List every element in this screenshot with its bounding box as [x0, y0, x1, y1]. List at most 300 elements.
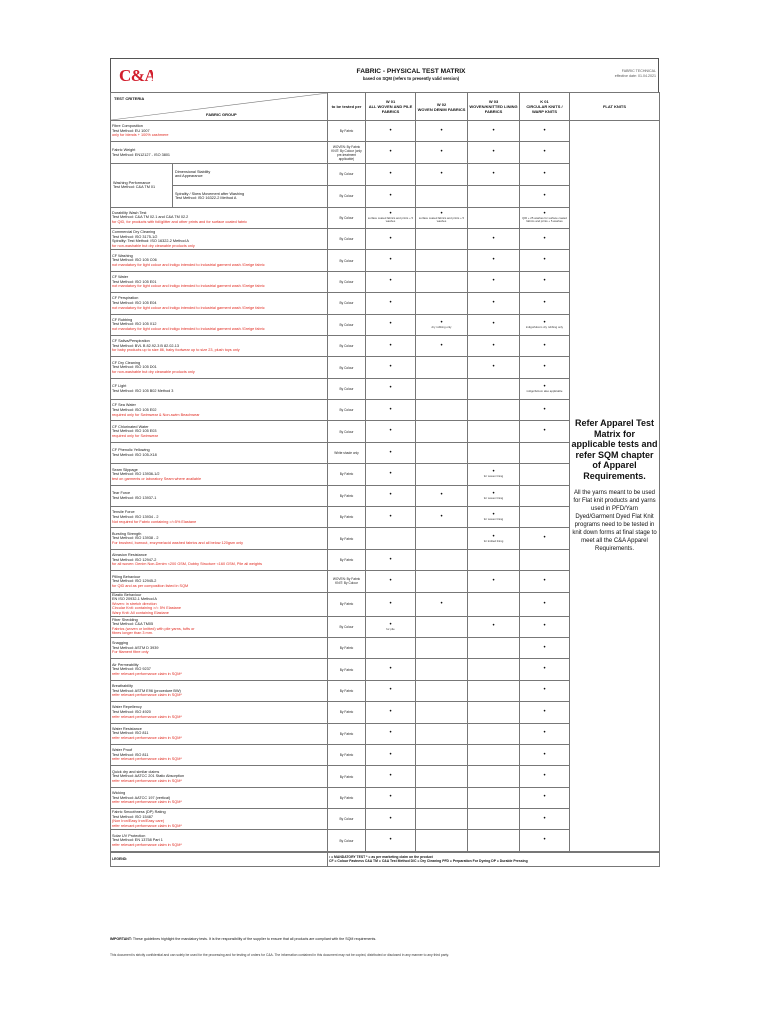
mandatory-cell: [468, 571, 520, 592]
mandatory-cell: [468, 507, 520, 528]
test-criteria-cell: [111, 271, 328, 292]
criteria-line: Test Method: C&A TM05: [112, 622, 154, 627]
tested-per-cell: White shade only: [328, 442, 366, 463]
test-criteria-cell: [111, 592, 328, 616]
tested-per-cell: By Colour: [328, 616, 366, 637]
criteria-line: Solar UV Protection: [112, 833, 146, 838]
mandatory-cell: [468, 442, 520, 463]
mandatory-cell: [366, 421, 416, 442]
mandatory-dot-icon: •: [543, 730, 546, 737]
mandatory-cell: [366, 293, 416, 314]
mandatory-dot-icon: •: [543, 192, 546, 199]
mandatory-cell: [468, 271, 520, 292]
criteria-note: refer relevant performance claim in SQM*: [112, 671, 182, 676]
tested-per-cell: By Fabric: [328, 680, 366, 701]
mandatory-cell: [416, 830, 468, 851]
mandatory-cell: [520, 680, 570, 701]
fabric-group-label: FABRIC GROUP: [206, 112, 237, 117]
criteria-note: required only for Swimwear: [112, 433, 159, 438]
mandatory-cell: [468, 142, 520, 163]
mandatory-cell: [416, 250, 468, 271]
test-criteria-cell: [111, 485, 328, 506]
test-criteria-cell: [111, 571, 328, 592]
mandatory-dot-icon: •: [492, 577, 495, 584]
cell-note: surface coated fabrics and prints + 5 washes: [367, 216, 414, 224]
test-criteria-cell: [111, 314, 328, 335]
test-criteria-cell: [111, 250, 328, 271]
page-subtitle: based on SQM (refers to presently valid version): [362, 76, 460, 81]
mandatory-dot-icon: •: [389, 342, 392, 349]
mandatory-cell: [468, 680, 520, 701]
criteria-note: Not required for Fabric containing >/=5% Elastane: [112, 519, 197, 524]
sub-line: and Appearance: [175, 174, 203, 179]
mandatory-dot-icon: •: [543, 428, 546, 435]
mandatory-dot-icon: •: [389, 751, 392, 758]
mandatory-dot-icon: •: [389, 666, 392, 673]
mandatory-cell: [520, 163, 570, 185]
mandatory-cell: [468, 616, 520, 637]
important-label: IMPORTANT:: [110, 937, 132, 941]
mandatory-cell: [520, 830, 570, 851]
mandatory-dot-icon: •: [543, 644, 546, 651]
mandatory-cell: [416, 680, 468, 701]
mandatory-dot-icon: •: [389, 406, 392, 413]
criteria-line: CF Phenolic Yellowing: [112, 448, 150, 453]
cell-note: surface coated fabrics and prints + 5 washes: [418, 216, 465, 224]
mandatory-dot-icon: •: [389, 385, 392, 392]
mandatory-cell: [366, 507, 416, 528]
mandatory-dot-icon: •: [543, 211, 546, 218]
criteria-line: Spirality: Test Method: ISO 16322-2 Method A: [112, 239, 189, 244]
criteria-line: Bursting Strength: [112, 531, 142, 536]
mandatory-cell: [520, 809, 570, 830]
test-criteria-cell: [111, 549, 328, 570]
tested-per-cell: WOVEN: By Fabric KNIT: By Colour: [328, 571, 366, 592]
criteria-line: CF Light: [112, 384, 127, 389]
mandatory-cell: [416, 442, 468, 463]
tested-per-cell: By Colour: [328, 314, 366, 335]
mandatory-dot-icon: •: [543, 535, 546, 542]
test-criteria-cell: [111, 335, 328, 356]
mandatory-cell: [366, 744, 416, 765]
mandatory-cell: [520, 357, 570, 378]
test-matrix-table: [110, 92, 660, 852]
mandatory-cell: [520, 314, 570, 335]
tested-per-cell: By Fabric: [328, 744, 366, 765]
tested-per-cell: By Colour: [328, 421, 366, 442]
mandatory-dot-icon: •: [492, 170, 495, 177]
tested-per-cell: By Fabric: [328, 787, 366, 808]
tested-per-cell: By Fabric: [328, 507, 366, 528]
mandatory-dot-icon: •: [389, 621, 392, 628]
mandatory-cell: [416, 809, 468, 830]
mandatory-dot-icon: •: [440, 513, 443, 520]
mandatory-cell: [468, 357, 520, 378]
criteria-line: Durability Wash Test: [112, 210, 147, 215]
mandatory-dot-icon: •: [389, 127, 392, 134]
w02-header: W 02 WOVEN DENIM FABRICS: [416, 93, 468, 121]
legend-line-2: CF = Colour Fastness C&A TM = C&A Test Method D/C = Dry Cleaning PFD = Preparation For Dyeing DP = Durable Pressing: [329, 859, 528, 864]
criteria-line: Test Method: ISO 105 B02 Method 3: [112, 388, 174, 393]
criteria-note: for non-washable but dry cleanable products only: [112, 243, 195, 248]
mandatory-dot-icon: •: [389, 257, 392, 264]
mandatory-dot-icon: •: [492, 490, 495, 497]
cell-note: for knitted lining: [483, 538, 504, 543]
mandatory-cell: [468, 378, 520, 399]
mandatory-cell: [416, 378, 468, 399]
mandatory-cell: [468, 228, 520, 249]
document-header: [110, 58, 659, 92]
criteria-line: CF Washing: [112, 253, 133, 258]
criteria-note: only for blends + 100% cashmere: [112, 133, 169, 138]
tested-per-cell: By Colour: [328, 335, 366, 356]
mandatory-cell: [416, 549, 468, 570]
mandatory-cell: [416, 485, 468, 506]
mandatory-dot-icon: •: [389, 470, 392, 477]
test-criteria-cell: [111, 787, 328, 808]
mandatory-dot-icon: •: [492, 321, 495, 328]
mandatory-dot-icon: •: [492, 299, 495, 306]
washing-performance-cell: [111, 163, 328, 207]
mandatory-dot-icon: •: [543, 127, 546, 134]
criteria-note: fibres longer than 3 mm.: [112, 631, 153, 636]
mandatory-cell: [366, 121, 416, 142]
mandatory-dot-icon: •: [492, 623, 495, 630]
test-criteria-cell: [111, 228, 328, 249]
mandatory-cell: [520, 335, 570, 356]
criteria-line: Water Resistance: [112, 726, 142, 731]
criteria-line: Test Method: ISO 105 E02: [112, 407, 157, 412]
tested-per-cell: By Colour: [328, 293, 366, 314]
mandatory-dot-icon: •: [389, 794, 392, 801]
criteria-line: Fibre Composition: [112, 124, 143, 129]
mandatory-cell: [416, 207, 468, 228]
criteria-line: Air Permeability: [112, 662, 139, 667]
mandatory-cell: [416, 659, 468, 680]
mandatory-cell: [416, 421, 468, 442]
mandatory-dot-icon: •: [440, 492, 443, 499]
tested-per-cell: By Fabric: [328, 637, 366, 658]
cell-note: indigo/fulcom dry rubbing only: [525, 324, 564, 329]
criteria-note: refer relevant performance claim in SQM*: [112, 736, 182, 741]
tech-line-2: effective date: 01.04.2021: [614, 74, 656, 78]
mandatory-cell: [468, 485, 520, 506]
criteria-line: Water Proof: [112, 748, 133, 753]
mandatory-cell: [520, 121, 570, 142]
cell-note: QID + 25 washes for surface coated fabrics and prints + 5 washes: [522, 216, 567, 224]
mandatory-dot-icon: •: [389, 299, 392, 306]
cell-note: for woven lining: [483, 517, 504, 522]
mandatory-dot-icon: •: [492, 364, 495, 370]
mandatory-dot-icon: •: [389, 837, 392, 844]
mandatory-cell: [366, 637, 416, 658]
mandatory-cell: [520, 142, 570, 163]
mandatory-cell: [366, 271, 416, 292]
mandatory-cell: [366, 549, 416, 570]
tested-per-header: to be tested per: [328, 93, 366, 121]
mandatory-cell: [366, 485, 416, 506]
mandatory-cell: [366, 335, 416, 356]
mandatory-cell: [366, 723, 416, 744]
k01-header: K 01 CIRCULAR KNITS / WARP KNITS: [520, 93, 570, 121]
mandatory-cell: [468, 830, 520, 851]
sub-line: Spirality / Skew Movement after Washing: [175, 191, 245, 196]
mandatory-cell: [520, 702, 570, 723]
tech-line-1: FABRIC TECHNICAL: [621, 69, 656, 73]
mandatory-dot-icon: •: [389, 364, 392, 370]
mandatory-cell: [366, 464, 416, 485]
mandatory-cell: [366, 809, 416, 830]
cell-note: for pile: [386, 626, 395, 631]
tested-per-cell: By Fabric: [328, 485, 366, 506]
mandatory-cell: [520, 400, 570, 421]
criteria-line: Pilling Behaviour: [112, 574, 141, 579]
mandatory-dot-icon: •: [389, 149, 392, 156]
mandatory-dot-icon: •: [543, 149, 546, 156]
mandatory-cell: [520, 528, 570, 549]
mandatory-dot-icon: •: [543, 600, 546, 607]
tested-per-cell: By Fabric: [328, 592, 366, 616]
important-text: These guidelines highlight the mandatory tests. It is the responsibility of the supplier to ensure that all products are compliant with the SQM requirements.: [132, 937, 377, 941]
criteria-line: Quick dry and similar claims: [112, 769, 160, 774]
mandatory-cell: [416, 163, 468, 185]
mandatory-dot-icon: •: [543, 708, 546, 715]
criteria-line: Test Method: ISO 13937-1: [112, 495, 157, 500]
test-criteria-cell: [111, 744, 328, 765]
criteria-header: [111, 93, 328, 121]
criteria-line: Test Method: ISO 811: [112, 731, 149, 736]
w01-header: W 01 ALL WOVEN AND PILE FABRICS: [366, 93, 416, 121]
criteria-line: Test Method: ASTM D 3939: [112, 645, 159, 650]
criteria-note: Warp Knit: All containing Elastane: [112, 610, 169, 615]
mandatory-cell: [520, 507, 570, 528]
mandatory-dot-icon: •: [543, 751, 546, 758]
tested-per-cell: By Colour: [328, 163, 366, 185]
mandatory-cell: [366, 185, 416, 207]
washing-label: [111, 164, 173, 207]
criteria-line: Test Method: ISO 105 C06: [112, 258, 157, 263]
mandatory-dot-icon: •: [389, 449, 392, 456]
washing-sub-table: [111, 164, 327, 207]
mandatory-dot-icon: •: [389, 556, 392, 563]
criteria-line: Test Method: ISO 15487: [112, 814, 153, 819]
mandatory-cell: [520, 207, 570, 228]
mandatory-dot-icon: •: [389, 170, 392, 177]
criteria-line: Test Method: AATCC 197 (vertical): [112, 795, 171, 800]
criteria-note: (Non Iron/Easy Iron/Easy care): [112, 819, 165, 824]
mandatory-cell: [416, 464, 468, 485]
mandatory-cell: [520, 378, 570, 399]
criteria-note: not mandatory for light colour and indigo intended to industrial garment wash /Greige fabric: [112, 327, 265, 332]
test-criteria-cell: [111, 464, 328, 485]
mandatory-cell: [366, 142, 416, 163]
mandatory-cell: [520, 271, 570, 292]
criteria-line: Test Method: ISO 13934 - 2: [112, 514, 159, 519]
tested-per-cell: By Fabric: [328, 723, 366, 744]
mandatory-cell: [468, 121, 520, 142]
criteria-note: refer relevant performance claim in SQM*: [112, 714, 182, 719]
yarn-testing-note: All the yarns meant to be used for Flat knit products and yarns used in PFD/Yarn Dyed/Garment Dyed Flat Knit programs need to be tested in knit down forms at final stage to meet all the C&A Apparel Requirements.: [572, 490, 657, 553]
criteria-line: Fabric Weight: [112, 147, 136, 152]
mandatory-dot-icon: •: [492, 257, 495, 264]
mandatory-cell: [366, 787, 416, 808]
mandatory-dot-icon: •: [543, 342, 546, 349]
tested-per-cell: By Fabric: [328, 659, 366, 680]
criteria-line: Test Method: ISO 12945-2: [112, 579, 157, 584]
mandatory-dot-icon: •: [543, 319, 546, 326]
criteria-note: not mandatory for light colour and indigo intended to industrial garment wash /Greige fabric: [112, 284, 265, 289]
tested-per-cell: By Fabric: [328, 766, 366, 787]
mandatory-dot-icon: •: [389, 211, 392, 218]
mandatory-cell: [366, 357, 416, 378]
criteria-line: Breathability: [112, 684, 133, 689]
mandatory-cell: [520, 464, 570, 485]
sub-line: Dimensional Stability: [175, 169, 211, 174]
tested-per-cell: By Fabric: [328, 121, 366, 142]
tested-per-cell: By Fabric: [328, 702, 366, 723]
criteria-line: Test Method: AATCC 201 Static Absorption: [112, 774, 185, 779]
mandatory-cell: [416, 400, 468, 421]
test-criteria-cell: [111, 442, 328, 463]
test-criteria-cell: [111, 830, 328, 851]
mandatory-cell: [366, 207, 416, 228]
criteria-line: CF Saliva/Perspiration: [112, 339, 150, 344]
ca-logo-icon: [119, 66, 153, 86]
dimensional-stability: [173, 164, 328, 185]
cell-note: dry rubbing only: [431, 324, 452, 329]
mandatory-cell: [366, 830, 416, 851]
criteria-line: CF Chlorinated Water: [112, 424, 149, 429]
mandatory-cell: [468, 335, 520, 356]
mandatory-cell: [520, 185, 570, 207]
mandatory-dot-icon: •: [543, 235, 546, 242]
criteria-line: Test Method: BVL B 82.92-3 B 82.02-13: [112, 343, 179, 348]
mandatory-cell: [366, 314, 416, 335]
sub-line: Test Method: ISO 16322-2 Method A: [175, 196, 237, 201]
criteria-line: CF Perspiration: [112, 296, 139, 301]
mandatory-dot-icon: •: [492, 149, 495, 156]
test-criteria-cell: [111, 659, 328, 680]
criteria-line: Snagging: [112, 641, 129, 646]
mandatory-cell: [416, 723, 468, 744]
important-note: [110, 937, 659, 941]
test-criteria-cell: [111, 702, 328, 723]
technical-note: [615, 69, 656, 79]
mandatory-cell: [520, 421, 570, 442]
mandatory-cell: [468, 659, 520, 680]
mandatory-dot-icon: •: [543, 773, 546, 779]
criteria-note: For brushed, burnout, enzyme/acid washed fabrics and all below 120gsm only: [112, 540, 244, 545]
mandatory-cell: [520, 744, 570, 765]
test-criteria-cell: [111, 378, 328, 399]
mandatory-dot-icon: •: [389, 321, 392, 328]
mandatory-dot-icon: •: [492, 235, 495, 242]
criteria-line: Seam Slippage: [112, 467, 138, 472]
tested-per-cell: By Colour: [328, 271, 366, 292]
mandatory-cell: [366, 528, 416, 549]
criteria-note: refer relevant performance claim in SQM*: [112, 823, 182, 828]
mandatory-cell: [520, 228, 570, 249]
mandatory-cell: [416, 185, 468, 207]
mandatory-cell: [416, 121, 468, 142]
criteria-note: Circular Knit: containing >/= 5% Elastane: [112, 606, 182, 611]
mandatory-dot-icon: •: [543, 383, 546, 390]
mandatory-cell: [366, 228, 416, 249]
criteria-note: refer relevant performance claim in SQM*: [112, 778, 182, 783]
criteria-line: Test Method: C&A TM 02.1 and C&A TM 02.2: [112, 215, 189, 220]
mandatory-cell: [468, 809, 520, 830]
title-block: [291, 68, 531, 81]
criteria-note: refer relevant performance claim in SQM*: [112, 800, 182, 805]
mandatory-dot-icon: •: [440, 600, 443, 607]
mandatory-dot-icon: •: [492, 278, 495, 285]
mandatory-cell: [366, 250, 416, 271]
mandatory-cell: [468, 787, 520, 808]
criteria-line: Test Method: ISO 105 E01: [112, 279, 157, 284]
tested-per-cell: By Fabric: [328, 464, 366, 485]
criteria-line: Wicking: [112, 791, 126, 795]
criteria-note: not mandatory for light colour and indigo intended to industrial garment wash /Greige fabric: [112, 305, 265, 310]
mandatory-cell: [366, 163, 416, 185]
mandatory-dot-icon: •: [492, 342, 495, 349]
mandatory-cell: [366, 680, 416, 701]
mandatory-cell: [416, 528, 468, 549]
mandatory-dot-icon: •: [543, 278, 546, 285]
mandatory-dot-icon: •: [543, 364, 546, 370]
test-criteria-cell: [111, 357, 328, 378]
mandatory-dot-icon: •: [492, 469, 495, 476]
test-criteria-cell: [111, 507, 328, 528]
legend-content: [328, 852, 660, 866]
criteria-line: Test Method: ISO 105-X18: [112, 453, 157, 458]
mandatory-dot-icon: •: [440, 342, 443, 349]
mandatory-cell: [416, 293, 468, 314]
mandatory-cell: [366, 659, 416, 680]
mandatory-cell: [520, 592, 570, 616]
cell-note: for woven lining: [483, 495, 504, 500]
mandatory-dot-icon: •: [440, 149, 443, 156]
flat-knits-merged-cell: [570, 121, 660, 852]
mandatory-cell: [416, 787, 468, 808]
test-criteria-cell: [111, 293, 328, 314]
mandatory-cell: [416, 357, 468, 378]
mandatory-dot-icon: •: [389, 577, 392, 584]
criteria-note: for non-washable but dry cleanable products only: [112, 369, 195, 374]
mandatory-cell: [416, 637, 468, 658]
mandatory-dot-icon: •: [543, 170, 546, 177]
mandatory-dot-icon: •: [543, 257, 546, 264]
mandatory-cell: [520, 659, 570, 680]
tested-per-cell: By Fabric: [328, 549, 366, 570]
criteria-line: Tensile Force: [112, 510, 135, 515]
criteria-note: For filament fibre only: [112, 650, 149, 655]
criteria-line: Water Repellency: [112, 705, 142, 710]
mandatory-dot-icon: •: [440, 211, 443, 218]
test-criteria-cell: [111, 723, 328, 744]
criteria-line: Test Method: EN 13758 Part 1: [112, 838, 163, 843]
refer-apparel-note: Refer Apparel Test Matrix for applicable tests and refer SQM chapter of Apparel Requirements.: [571, 418, 658, 481]
svg-text:C&A: C&A: [119, 66, 153, 85]
mandatory-cell: [366, 702, 416, 723]
spirality-skew: [173, 185, 328, 206]
criteria-line: Test Method: EU 1007: [112, 128, 150, 133]
criteria-note: not mandatory for light colour and indigo intended to industrial garment wash /Greige fabric: [112, 262, 265, 267]
legend-table: [110, 852, 660, 867]
mandatory-cell: [366, 766, 416, 787]
criteria-note: for baby products up to size 86, baby footwear up to size 23, plush toys only: [112, 348, 240, 353]
mandatory-dot-icon: •: [543, 577, 546, 584]
washing-line: Test Method: C&A TM 01: [113, 185, 156, 190]
